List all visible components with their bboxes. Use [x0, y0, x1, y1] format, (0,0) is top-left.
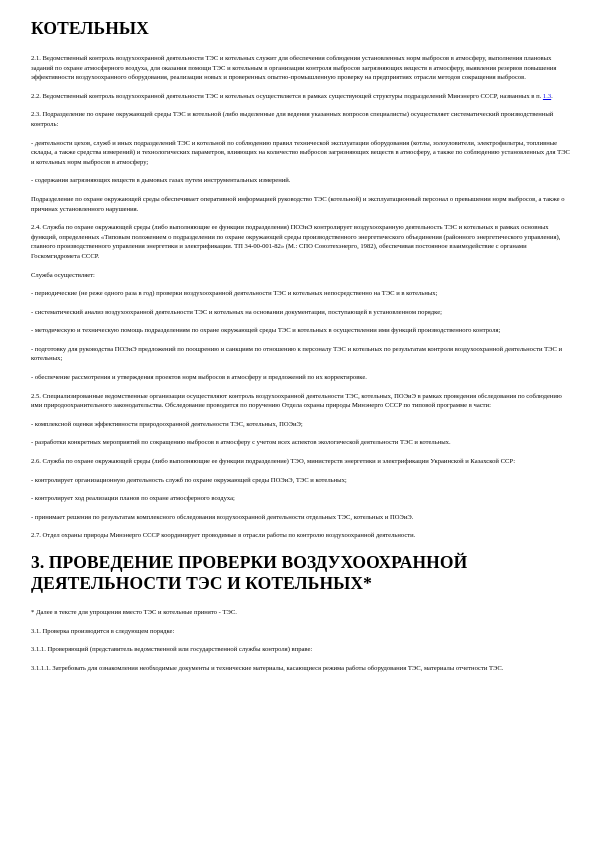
- paragraph-2-1: 2.1. Ведомственный контроль воздухоохранной деятельности ТЭС и котельных служит для обеспечения соблюдения установленных норм выбросов в атмосферу, выполнения плановых заданий по охране атмосферного воздуха, для оказания помощи ТЭС и котельным в организации контроля выбросов загрязняющих веществ в атмосферу, выявления резервов повышения эффективности воздухоохранного оборудования, реализации новых и проверенных опытно-промышленную проверку на предприятиях отрасли методов сокращения выбросов.: [31, 55, 557, 82]
- list-item-proposals: - подготовку для руководства ПОЭиЭ предложений по поощрению и санкциям по отношению к персоналу ТЭС и котельных по результатам контроля воздухоохранной деятельности ТЭС и котельных;: [31, 345, 563, 363]
- paragraph-3-1-1-1: 3.1.1.1. Затребовать для ознакомления необходимые документы и технические материалы, касающиеся режима работы оборудования ТЭС, материалы отчетности ТЭС.: [31, 664, 504, 672]
- page-heading: КОТЕЛЬНЫХ: [31, 18, 149, 38]
- paragraph-2-2-text: 2.2. Ведомственный контроль воздухоохранной деятельности ТЭС и котельных осуществляется в рамках существующей структуры подразделений Минэнерго СССР, названных в п.: [31, 92, 543, 100]
- footnote-note: * Далее в тексте для упрощения вместо ТЭС и котельные принято - ТЭС.: [31, 609, 237, 616]
- paragraph-2-4: 2.4. Служба по охране окружающей среды (либо выполняющие ее функции подразделения) ПОЭиЭ контролирует воздухоохранную деятельность ТЭС и котельных в рамках основных функций, определенных «Типовым положением о подразделении по охране окружающей среды производственного энергетического объединения (районного энергетического управления), главного производственного управления энергетики и электрификации. ТП 34-00-001-82» (М.: СПО Союзтехэнерго, 1982), обеспечивая постоянное взаимодействие с органами Госкомгидромета СССР.: [31, 224, 561, 260]
- list-item-measurements: - содержания загрязняющих веществ в дымовых газах путем инструментальных измерений.: [31, 177, 291, 185]
- paragraph-2-7: 2.7. Отдел охраны природы Минэнерго СССР координирует проводимые в отрасли работы по контролю воздухоохранной деятельности.: [31, 532, 416, 540]
- list-item-approval: - обеспечение рассмотрения и утверждения проектов норм выбросов в атмосферу и предложений по их корректировке.: [31, 374, 367, 382]
- list-item-decisions: - принимает решения по результатам комплексного обследования воздухоохранной деятельности отдельных ТЭС, котельных и ПОЭиЭ.: [31, 513, 414, 521]
- list-item-periodic-checks: - периодические (не реже одного раза в год) проверки воздухоохранной деятельности ТЭС и котельных непосредственно на ТЭС и в котельных;: [31, 290, 438, 298]
- paragraph-2-2: [31, 92, 573, 102]
- paragraph-2-2-tail: .: [551, 92, 553, 100]
- paragraph-3-1-1: 3.1.1. Проверяющий (представитель ведомственной или государственной службы контроля) вправе:: [31, 646, 313, 654]
- paragraph-service-performs: Служба осуществляет:: [31, 271, 95, 279]
- list-item-systematic-analysis: - систематический анализ воздухоохранной деятельности ТЭС и котельных на основании документации, поступающей в установленном порядке;: [31, 308, 442, 316]
- list-item-controls-plans: - контролирует ход реализации планов по охране атмосферного воздуха;: [31, 495, 235, 503]
- list-item-measures: - разработки конкретных мероприятий по сокращению выбросов в атмосферу с учетом всех аспектов экологической деятельности ТЭС и котельных.: [31, 439, 451, 447]
- paragraph-2-6: 2.6. Служба по охране окружающей среды (либо выполняющие ее функции подразделение) ТЭО, министерств энергетики и электрификации Украинской и Казахской ССР:: [31, 458, 516, 466]
- paragraph-3-1: 3.1. Проверка производится в следующем порядке:: [31, 627, 175, 635]
- list-item-complex-assessment: - комплексной оценки эффективности природоохранной деятельности ТЭС, котельных, ПОЭиЭ;: [31, 420, 303, 428]
- list-item-controls-organization: - контролирует организационную деятельность служб по охране окружающей среды ПОЭиЭ, ТЭС и котельных;: [31, 476, 347, 484]
- clause-1-3-link[interactable]: 1.3: [542, 92, 552, 100]
- paragraph-2-3: 2.3. Подразделение по охране окружающей среды ТЭС и котельной (либо выделенные для ведения указанных вопросов специалисты) осуществляет систематический производственный контроль:: [31, 111, 554, 128]
- paragraph-2-5: 2.5. Специализированные ведомственные организации осуществляют контроль воздухоохранной деятельности ТЭС, котельных, ПОЭиЭ в рамках проведения обследования по соблюдению ими природоохранительного законодательства. Обследование проводится по поручению Отдела охраны природы Минэнерго СССР по типовой программе в части:: [31, 392, 562, 410]
- list-item-departments: - деятельности цехов, служб и иных подразделений ТЭС и котельной по соблюдению правил технической эксплуатации оборудования (котлы, золоуловители, электрофильтры, топливные склады, а также средства измерений) и технологических параметров, влияющих на количество выбросов загрязняющих веществ в атмосферу, а также по соблюдению установленных для ТЭС и котельных норм выбросов в атмосферу;: [31, 139, 570, 166]
- section-3-heading: 3. ПРОВЕДЕНИЕ ПРОВЕРКИ ВОЗДУХООХРАННОЙ ДЕЯТЕЛЬНОСТИ ТЭС И КОТЕЛЬНЫХ*: [31, 552, 468, 593]
- list-item-methodical-help: - методическую и техническую помощь подразделениям по охране окружающей среды ТЭС и котельных в осуществлении ими функций производственного контроля;: [31, 327, 501, 335]
- paragraph-operational-info: Подразделение по охране окружающей среды обеспечивает оперативной информацией руководство ТЭС (котельной) и эксплуатационный персонал о превышении норм выбросов, а также о причинах установленного нарушения.: [31, 195, 565, 213]
